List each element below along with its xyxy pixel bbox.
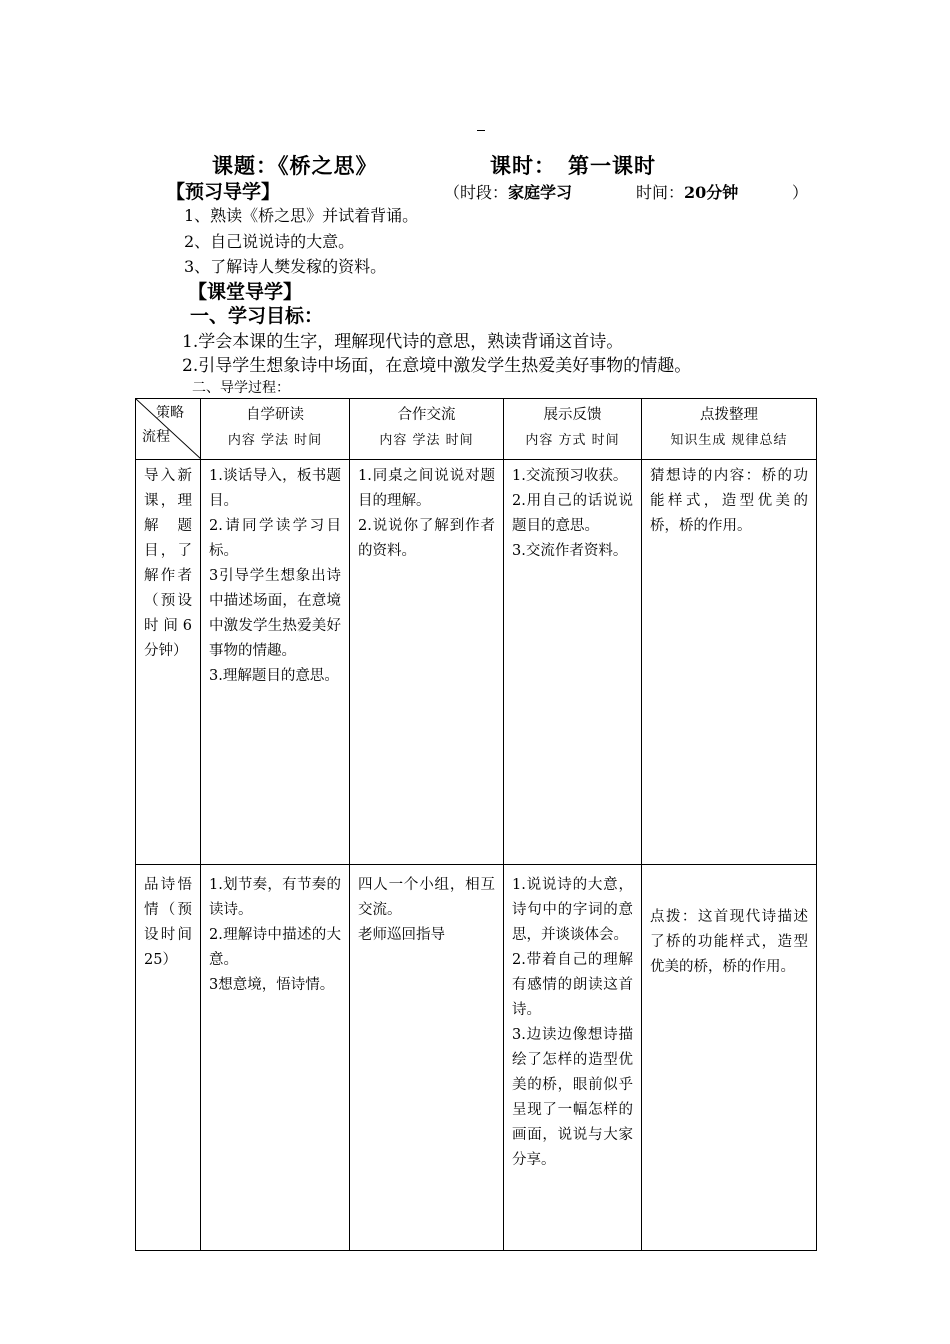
column-subtitle: 内容 学法 时间 [227, 433, 323, 448]
time-note-time-value: 20分钟 [684, 183, 739, 202]
self-study-cell: 1.谈话导入，板书题目。 2.请同学读学习目标。 3引导学生想象出诗中描述场面，在意境中激发学生热爱美好事物的情趣。 3.理解题目的意思。 [201, 460, 350, 865]
lesson-title: 课题：《桥之思》 [212, 153, 378, 178]
column-subtitle: 内容 方式 时间 [525, 433, 620, 448]
column-title: 展示反馈 [543, 407, 602, 423]
column-title: 点拨整理 [700, 407, 758, 423]
column-header [201, 399, 350, 460]
time-note-prefix: （时段： [444, 183, 509, 202]
cooperation-cell: 1.同桌之间说说对题目的理解。 2.说说你了解到作者的资料。 [350, 460, 504, 865]
column-header [504, 399, 642, 460]
preview-time-note [444, 180, 572, 203]
summary-cell: 猜想诗的内容：桥的功能样式，造型优美的桥，桥的作用。 [642, 460, 817, 865]
self-study-cell: 1.划节奏，有节奏的读诗。 2.理解诗中描述的大意。 3想意境，悟诗情。 [201, 865, 350, 1251]
column-header [350, 399, 504, 460]
column-subtitle: 内容 学法 时间 [379, 433, 474, 448]
table-row [136, 865, 817, 1251]
preview-heading: 【预习导学】 [166, 181, 281, 203]
table-header-row [136, 399, 817, 460]
goal-item: 1.学会本课的生字，理解现代诗的意思，熟读背诵这首诗。 [182, 332, 624, 352]
preview-item: 1、熟读《桥之思》并试着背诵。 [184, 206, 419, 225]
period-label: 课时： [490, 153, 556, 178]
time-note-suffix: ） [792, 183, 809, 202]
corner-cell [136, 399, 201, 460]
time-note-place: 家庭学习 [508, 183, 573, 202]
column-title: 自学研读 [246, 407, 304, 423]
feedback-cell: 1.说说诗的大意，诗句中的字词的意思，并谈谈体会。 2.带着自己的理解有感情的朗读这首诗。 3.边读边像想诗描绘了怎样的造型优美的桥，眼前似乎呈现了一幅怎样的画面，说说与大家分享。 [504, 865, 642, 1251]
title-dash-mark [477, 130, 485, 131]
classroom-heading: 【课堂导学】 [188, 281, 303, 303]
column-subtitle: 知识生成 规律总结 [670, 433, 788, 448]
time-note-time-label: 时间： [636, 183, 685, 202]
corner-top-label: 策略 [156, 405, 184, 421]
preview-item: 3、了解诗人樊发稼的资料。 [184, 257, 387, 276]
goals-heading: 一、学习目标： [190, 305, 324, 327]
stage-cell: 导入新课，理解题目，了解作者（预设时间6分钟） [136, 460, 201, 865]
table-row [136, 460, 817, 865]
period-value: 第一课时 [568, 153, 656, 178]
cooperation-cell: 四人一个小组，相互交流。 老师巡回指导 [350, 865, 504, 1251]
preview-item: 2、自己说说诗的大意。 [184, 232, 355, 251]
process-heading: 二、导学过程： [192, 380, 290, 396]
column-header [642, 399, 817, 460]
stage-cell: 品诗悟情（预设时间25） [136, 865, 201, 1251]
preview-time-duration [636, 180, 738, 203]
feedback-cell: 1.交流预习收获。 2.用自己的话说说题目的意思。 3.交流作者资料。 [504, 460, 642, 865]
summary-cell: 点拨：这首现代诗描述了桥的功能样式，造型优美的桥，桥的作用。 [642, 865, 817, 1251]
guide-process-table [135, 398, 817, 1251]
column-title: 合作交流 [397, 407, 456, 423]
corner-bottom-label: 流程 [142, 429, 170, 445]
goal-item: 2.引导学生想象诗中场面，在意境中激发学生热爱美好事物的情趣。 [182, 356, 692, 376]
